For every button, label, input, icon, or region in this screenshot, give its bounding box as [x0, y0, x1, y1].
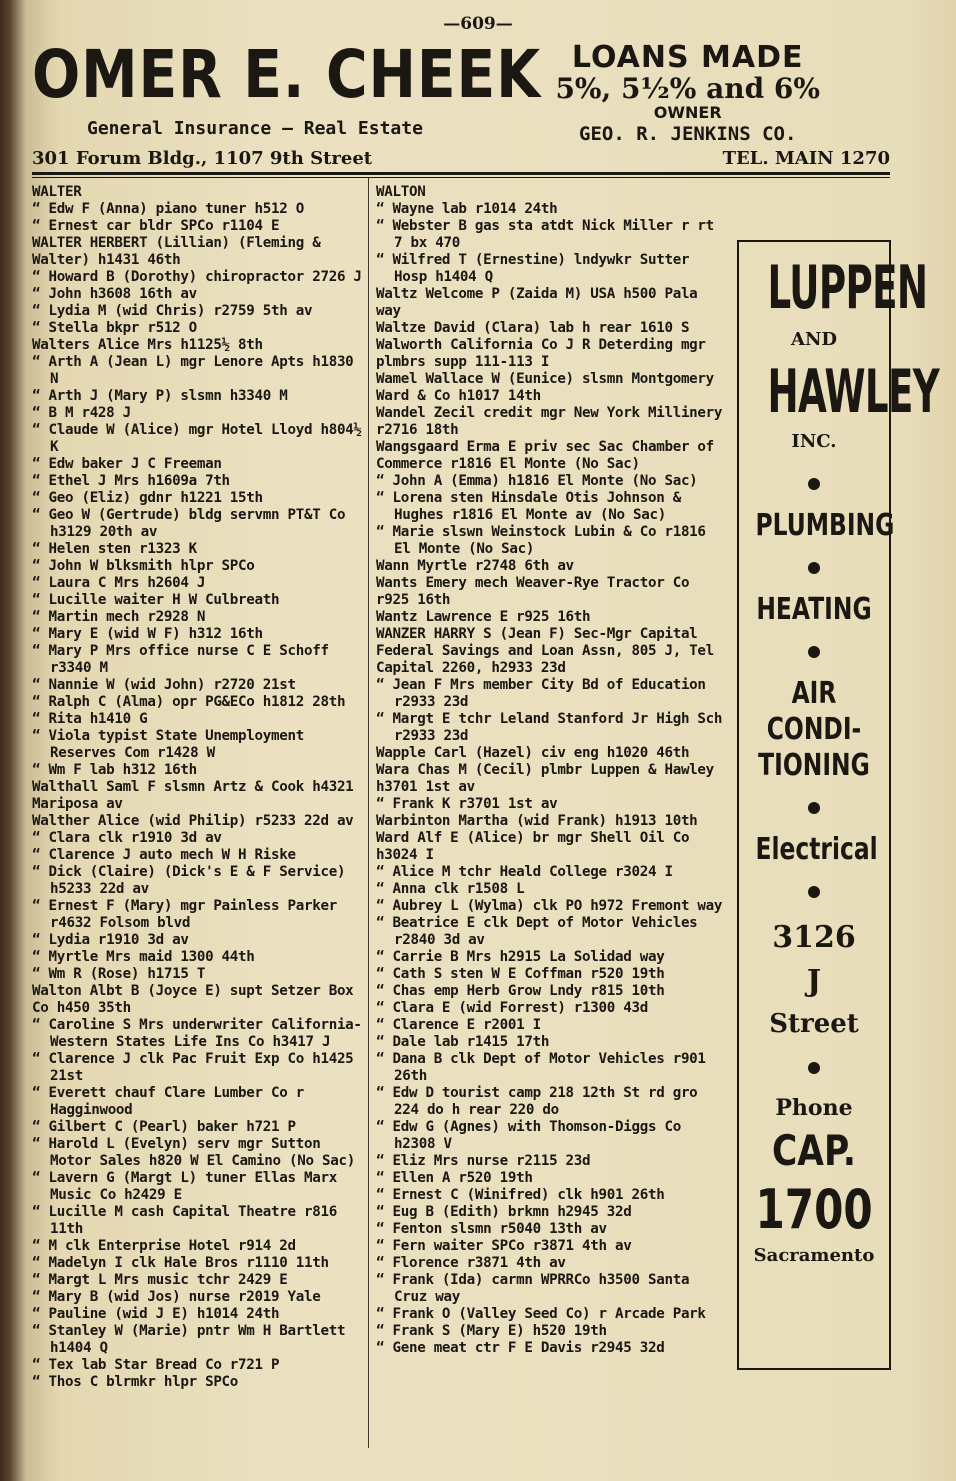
sidebar-plumbing: PLUMBING	[755, 508, 895, 543]
directory-entry: “ Clarence J auto mech W H Riske	[32, 847, 296, 863]
directory-entry: “ Florence r3871 4th av	[376, 1255, 566, 1271]
advertiser-name: OMER E. CHEEK	[32, 36, 541, 113]
directory-entry: “ B M r428 J	[32, 405, 131, 421]
directory-entry: “ Thos C blrmkr hlpr SPCo	[32, 1374, 239, 1390]
directory-entry: “ Rita h1410 G	[32, 711, 148, 727]
header-rule-thin	[32, 177, 890, 178]
directory-entry: “ Wayne lab r1014 24th	[376, 201, 558, 217]
directory-entry: Waltze David (Clara) lab h rear 1610 S	[376, 320, 690, 336]
directory-entry: “ Clara E (wid Forrest) r1300 43d	[376, 1000, 648, 1016]
directory-entry: “ Dana B clk Dept of Motor Vehicles r901 26th	[376, 1051, 706, 1084]
directory-entry: “ Pauline (wid J E) h1014 24th	[32, 1306, 280, 1322]
owner-label: OWNER	[653, 103, 722, 122]
bullet-icon	[808, 802, 820, 814]
directory-entry: “ Clarence E r2001 I	[376, 1017, 541, 1033]
directory-entry: “ Margt L Mrs music tchr 2429 E	[32, 1272, 288, 1288]
directory-entry: “ Martin mech r2928 N	[32, 609, 206, 625]
directory-entry: “ Frank S (Mary E) h520 19th	[376, 1323, 607, 1339]
directory-entry: “ Eliz Mrs nurse r2115 23d	[376, 1153, 591, 1169]
loans-title: LOANS MADE	[571, 40, 804, 75]
directory-entry: “ Helen sten r1323 K	[32, 541, 197, 557]
directory-entry: “ Lavern G (Margt L) tuner Ellas Marx Music Co h2429 E	[32, 1170, 337, 1203]
sidebar-heating: HEATING	[756, 592, 872, 627]
directory-entry: “ Chas emp Herb Grow Lndy r815 10th	[376, 983, 665, 999]
bullet-icon	[808, 478, 820, 490]
directory-entry: Walworth California Co J R Deterding mgr plmbrs supp 111-113 I	[376, 337, 706, 370]
directory-entry: “ Tex lab Star Bread Co r721 P	[32, 1357, 280, 1373]
directory-entry: “ Cath S sten W E Coffman r520 19th	[376, 966, 665, 982]
sidebar-city: Sacramento	[753, 1245, 875, 1266]
directory-entry: “ Viola typist State Unemployment Reserves Com r1428 W	[32, 728, 304, 761]
directory-entry: “ Arth A (Jean L) mgr Lenore Apts h1830 N	[32, 354, 354, 387]
sidebar-name1: LUPPEN	[767, 253, 928, 323]
directory-entry: “ Gene meat ctr F E Davis r2945 32d	[376, 1340, 665, 1356]
directory-entry: “ Ralph C (Alma) opr PG&ECo h1812 28th	[32, 694, 346, 710]
directory-entry: “ Edw D tourist camp 218 12th St rd gro 224 do h rear 220 do	[376, 1085, 698, 1118]
directory-entry: “ Claude W (Alice) mgr Hotel Lloyd h804½ K	[32, 422, 362, 455]
loans-rates: 5%, 5½% and 6%	[555, 72, 820, 105]
directory-entry: “ Gilbert C (Pearl) baker h721 P	[32, 1119, 296, 1135]
owner-name: GEO. R. JENKINS CO.	[579, 123, 797, 145]
directory-entry: “ Lucille waiter H W Culbreath	[32, 592, 280, 608]
directory-entry: “ Margt E tchr Leland Stanford Jr High Sch r2933 23d	[376, 711, 723, 744]
bullet-icon	[808, 646, 820, 658]
directory-entry: WALTER HERBERT (Lillian) (Fleming & Walter) h1431 46th	[32, 235, 321, 268]
directory-entry: Waltz Welcome P (Zaida M) USA h500 Pala way	[376, 286, 698, 319]
directory-entry: “ Geo W (Gertrude) bldg servmn PT&T Co h3129 20th av	[32, 507, 346, 540]
directory-entry: “ Mary B (wid Jos) nurse r2019 Yale	[32, 1289, 321, 1305]
directory-entry: “ Myrtle Mrs maid 1300 44th	[32, 949, 255, 965]
directory-entry: Walthall Saml F slsmn Artz & Cook h4321 Mariposa av	[32, 779, 354, 812]
telephone: TEL. MAIN 1270	[722, 148, 890, 169]
directory-entry: “ Lydia M (wid Chris) r2759 5th av	[32, 303, 313, 319]
directory-entry: “ Wm F lab h312 16th	[32, 762, 197, 778]
directory-entry: “ Fenton slsmn r5040 13th av	[376, 1221, 607, 1237]
directory-entry: “ Fern waiter SPCo r3871 4th av	[376, 1238, 632, 1254]
directory-entry: Walton Albt B (Joyce E) supt Setzer Box Co h450 35th	[32, 983, 354, 1016]
directory-entry: Wants Emery mech Weaver-Rye Tractor Co r925 16th	[376, 575, 690, 608]
left-column	[32, 184, 362, 1391]
directory-entry: “ Howard B (Dorothy) chiropractor 2726 J	[32, 269, 362, 285]
bullet-icon	[808, 1062, 820, 1074]
advertisement-header	[32, 38, 890, 172]
sidebar-phone-exchange: CAP.	[772, 1126, 856, 1175]
sidebar-electrical: Electrical	[755, 832, 878, 867]
directory-entry: WALTER	[32, 184, 82, 200]
directory-entry: Walther Alice (wid Philip) r5233 22d av	[32, 813, 354, 829]
directory-entry: “ M clk Enterprise Hotel r914 2d	[32, 1238, 296, 1254]
directory-entry: “ Mary P Mrs office nurse C E Schoff r3340 M	[32, 643, 329, 676]
directory-entry: “ Ernest car bldr SPCo r1104 E	[32, 218, 280, 234]
sidebar-phone-number: 1700	[755, 1178, 873, 1241]
directory-entry: “ Marie slswn Weinstock Lubin & Co r1816 El Monte (No Sac)	[376, 524, 706, 557]
directory-entry: Wapple Carl (Hazel) civ eng h1020 46th	[376, 745, 690, 761]
directory-entry: “ Dale lab r1415 17th	[376, 1034, 550, 1050]
sidebar-name2: HAWLEY	[767, 357, 940, 427]
directory-entry: “ Madelyn I clk Hale Bros r1110 11th	[32, 1255, 329, 1271]
sidebar-phone-label: Phone	[775, 1095, 853, 1121]
directory-entry: Wara Chas M (Cecil) plmbr Luppen & Hawley h3701 1st av	[376, 762, 714, 795]
directory-entry: Wamel Wallace W (Eunice) slsmn Montgomery Ward & Co h1017 14th	[376, 371, 714, 404]
directory-entry: “ Stella bkpr r512 O	[32, 320, 197, 336]
bullet-icon	[808, 886, 820, 898]
sidebar-condi: CONDI-	[766, 712, 862, 747]
directory-entry: “ Dick (Claire) (Dick's E & F Service) h5233 22d av	[32, 864, 346, 897]
directory-entry: WANZER HARRY S (Jean F) Sec-Mgr Capital Federal Savings and Loan Assn, 805 J, Tel Capital 2260, h2933 23d	[376, 626, 714, 676]
header-rule	[32, 172, 890, 175]
directory-entry: “ Laura C Mrs h2604 J	[32, 575, 206, 591]
directory-entry: Warbinton Martha (wid Frank) h1913 10th	[376, 813, 698, 829]
directory-entry: “ Wilfred T (Ernestine) lndywkr Sutter Hosp h1404 Q	[376, 252, 690, 285]
directory-entry: “ Everett chauf Clare Lumber Co r Hagginwood	[32, 1085, 304, 1118]
column-divider	[368, 178, 369, 1448]
directory-entry: “ Edw G (Agnes) with Thomson-Diggs Co h2308 V	[376, 1119, 681, 1152]
directory-entry: “ Nannie W (wid John) r2720 21st	[32, 677, 296, 693]
directory-entry: “ Ellen A r520 19th	[376, 1170, 533, 1186]
directory-entry: “ Frank (Ida) carmn WPRRCo h3500 Santa Cruz way	[376, 1272, 690, 1305]
sidebar-tioning: TIONING	[758, 748, 870, 783]
directory-entry: “ Wm R (Rose) h1715 T	[32, 966, 206, 982]
directory-entry: “ Frank K r3701 1st av	[376, 796, 558, 812]
directory-entry: “ Jean F Mrs member City Bd of Education r2933 23d	[376, 677, 706, 710]
directory-entry: “ Ernest F (Mary) mgr Painless Parker r4632 Folsom blvd	[32, 898, 337, 931]
directory-entry: “ Anna clk r1508 L	[376, 881, 525, 897]
directory-entry: Wandel Zecil credit mgr New York Millinery r2716 18th	[376, 405, 723, 438]
directory-entry: “ Edw baker J C Freeman	[32, 456, 222, 472]
page-number: —609—	[443, 14, 513, 34]
directory-entry: Wangsgaard Erma E priv sec Sac Chamber of Commerce r1816 El Monte (No Sac)	[376, 439, 714, 472]
sidebar-advertisement	[737, 240, 940, 1370]
sidebar-address-letter: J	[806, 964, 822, 999]
sidebar-address-street: Street	[769, 1009, 859, 1039]
sidebar-and: AND	[790, 329, 838, 350]
directory-entry: “ Webster B gas sta atdt Nick Miller r rt 7 bx 470	[376, 218, 714, 251]
directory-entry: “ Lucille M cash Capital Theatre r816 11th	[32, 1204, 337, 1237]
sidebar-inc: INC.	[791, 431, 837, 452]
directory-entry: Ward Alf E (Alice) br mgr Shell Oil Co h3024 I	[376, 830, 690, 863]
directory-entry: “ Clarence J clk Pac Fruit Exp Co h1425 21st	[32, 1051, 354, 1084]
directory-entry: “ Frank O (Valley Seed Co) r Arcade Park	[376, 1306, 706, 1322]
directory-entry: WALTON	[376, 184, 426, 200]
directory-entry: “ Mary E (wid W F) h312 16th	[32, 626, 263, 642]
directory-entry: “ Geo (Eliz) gdnr h1221 15th	[32, 490, 263, 506]
directory-entry: “ Arth J (Mary P) slsmn h3340 M	[32, 388, 288, 404]
advertiser-subtitle: General Insurance — Real Estate	[87, 118, 423, 139]
directory-entry: “ John W blksmith hlpr SPCo	[32, 558, 255, 574]
sidebar-air: AIR	[791, 676, 837, 711]
directory-entry: “ Beatrice E clk Dept of Motor Vehicles r2840 3d av	[376, 915, 698, 948]
directory-entry: “ Lydia r1910 3d av	[32, 932, 189, 948]
loans-block	[555, 42, 820, 146]
directory-entry: “ Alice M tchr Heald College r3024 I	[376, 864, 673, 880]
directory-entry: “ Carrie B Mrs h2915 La Solidad way	[376, 949, 665, 965]
directory-entry: Wann Myrtle r2748 6th av	[376, 558, 574, 574]
middle-column	[376, 184, 728, 1357]
directory-entry: “ Caroline S Mrs underwriter California-Western States Life Ins Co h3417 J	[32, 1017, 362, 1050]
sidebar-address-number: 3126	[772, 920, 856, 955]
directory-entry: “ Ernest C (Winifred) clk h901 26th	[376, 1187, 665, 1203]
directory-entry: Wantz Lawrence E r925 16th	[376, 609, 591, 625]
directory-entry: “ John h3608 16th av	[32, 286, 197, 302]
directory-entry: “ Lorena sten Hinsdale Otis Johnson & Hughes r1816 El Monte av (No Sac)	[376, 490, 681, 523]
directory-entry: “ Ethel J Mrs h1609a 7th	[32, 473, 230, 489]
directory-entry: “ Aubrey L (Wylma) clk PO h972 Fremont way	[376, 898, 723, 914]
directory-entry: “ Eug B (Edith) brkmn h2945 32d	[376, 1204, 632, 1220]
bullet-icon	[808, 562, 820, 574]
directory-entry: Walters Alice Mrs h1125½ 8th	[32, 337, 263, 353]
directory-entry: “ John A (Emma) h1816 El Monte (No Sac)	[376, 473, 698, 489]
directory-entry: “ Stanley W (Marie) pntr Wm H Bartlett h1404 Q	[32, 1323, 346, 1356]
advertiser-address: 301 Forum Bldg., 1107 9th Street	[32, 148, 373, 169]
directory-entry: “ Clara clk r1910 3d av	[32, 830, 222, 846]
directory-entry: “ Harold L (Evelyn) serv mgr Sutton Motor Sales h820 W El Camino (No Sac)	[32, 1136, 355, 1169]
directory-entry: “ Edw F (Anna) piano tuner h512 O	[32, 201, 304, 217]
